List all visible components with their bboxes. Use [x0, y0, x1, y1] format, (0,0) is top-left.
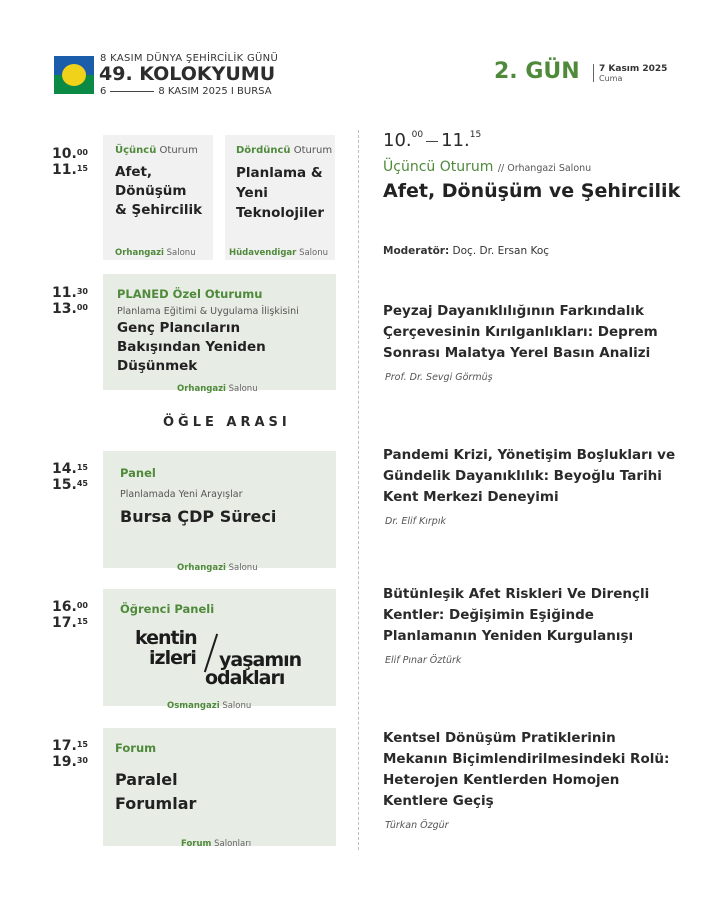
colloquium-logo — [54, 56, 94, 94]
panel-session-card[interactable] — [103, 451, 336, 573]
detail-time: 10.00 11.15 — [383, 130, 482, 151]
detail-moderator: Moderatör: Doç. Dr. Ersan Koç — [383, 245, 550, 257]
session-3-label: Üçüncü Oturum — [115, 145, 198, 156]
paper-3 — [383, 584, 683, 666]
session-3-title: Afet, Dönüşüm & Şehircilik — [115, 164, 203, 218]
detail-title: Afet, Dönüşüm ve Şehircilik — [383, 180, 681, 202]
forum-label: Forum — [115, 741, 157, 755]
column-divider — [358, 130, 359, 850]
header-dates: 6 8 KASIM 2025 I BURSA — [100, 86, 272, 97]
paper-4 — [383, 728, 683, 831]
header-subtitle: 8 KASIM DÜNYA ŞEHİRCİLİK GÜNÜ — [100, 53, 279, 64]
header-title: 49. KOLOKYUMU — [99, 63, 276, 85]
forum-venue: Forum Salonları — [181, 839, 252, 849]
paper-1-author: Prof. Dr. Sevgi Görmüş — [385, 372, 493, 383]
paper-1 — [383, 301, 683, 383]
time-slot-2: 11.30 13.00 — [52, 285, 88, 317]
lunch-break: ÖĞLE ARASI — [163, 415, 291, 430]
paper-3-author: Elif Pınar Öztürk — [385, 655, 462, 666]
session-4-label: Dördüncü Oturum — [236, 145, 333, 156]
paper-2-author: Dr. Elif Kırpık — [385, 516, 446, 527]
paper-2 — [383, 445, 683, 527]
student-panel-label: Öğrenci Paneli — [120, 602, 215, 616]
session-3-card[interactable] — [103, 135, 213, 260]
planed-label: PLANED Özel Oturumu — [117, 287, 263, 301]
detail-session: Üçüncü Oturum // Orhangazi Salonu — [383, 159, 592, 175]
day-name: Cuma — [599, 74, 623, 83]
day-label: 2. GÜN — [494, 59, 580, 84]
panel-subtitle: Planlamada Yeni Arayışlar — [120, 489, 243, 500]
session-3-venue: Orhangazi Salonu — [115, 248, 196, 258]
session-4-card[interactable] — [225, 135, 335, 260]
session-4-title: Planlama & Yeni Teknolojiler — [236, 165, 325, 221]
paper-1-title: Peyzaj Dayanıklılığının Farkındalık Çerçevesinin Kırılganlıkları: Deprem Sonrası Malatya Yerel Basın Analizi — [383, 303, 658, 361]
student-word-4: odakları — [205, 667, 285, 689]
student-word-1: kentin — [135, 627, 197, 649]
sun-icon — [62, 64, 86, 86]
planed-subtitle: Planlama Eğitimi & Uygulama İlişkisini — [117, 306, 299, 317]
student-panel-venue: Osmangazi Salonu — [167, 701, 252, 711]
paper-4-author: Türkan Özgür — [385, 820, 449, 831]
paper-2-title: Pandemi Krizi, Yönetişim Boşlukları ve Gündelik Dayanıklılık: Beyoğlu Tarihi Kent Merkezi Deneyimi — [383, 447, 676, 505]
forum-card[interactable] — [103, 728, 336, 849]
student-word-3: yaşamın — [219, 649, 302, 671]
paper-4-title: Kentsel Dönüşüm Pratiklerinin Mekanın Biçimlendirilmesindeki Rolü: Heterojen Kentlerden Homojen Kentlere Geçiş — [383, 730, 670, 809]
paper-3-title: Bütünleşik Afet Riskleri Ve Dirençli Kentler: Değişimin Eşiğinde Planlamanın Yeniden Kurgulanışı — [383, 586, 650, 644]
time-slot-3: 14.15 15.45 — [52, 461, 88, 493]
panel-venue: Orhangazi Salonu — [177, 563, 258, 573]
time-slot-4: 16.00 17.15 — [52, 599, 88, 631]
day-divider — [593, 64, 594, 82]
planed-venue: Orhangazi Salonu — [177, 384, 258, 394]
session-4-venue: Hüdavendigar Salonu — [229, 248, 329, 258]
panel-label: Panel — [120, 466, 156, 480]
planed-session-card[interactable] — [103, 274, 336, 394]
day-date: 7 Kasım 2025 — [599, 64, 668, 74]
time-slot-1: 10.00 11.15 — [52, 146, 88, 178]
student-word-2: izleri — [149, 647, 196, 669]
panel-title: Bursa ÇDP Süreci — [120, 507, 277, 526]
planed-title: Genç Plancıların Bakışından Yeniden Düşünmek — [117, 320, 266, 374]
student-panel-card[interactable] — [103, 589, 336, 711]
forum-title: Paralel Forumlar — [115, 770, 197, 813]
time-slot-5: 17.15 19.30 — [52, 738, 88, 770]
